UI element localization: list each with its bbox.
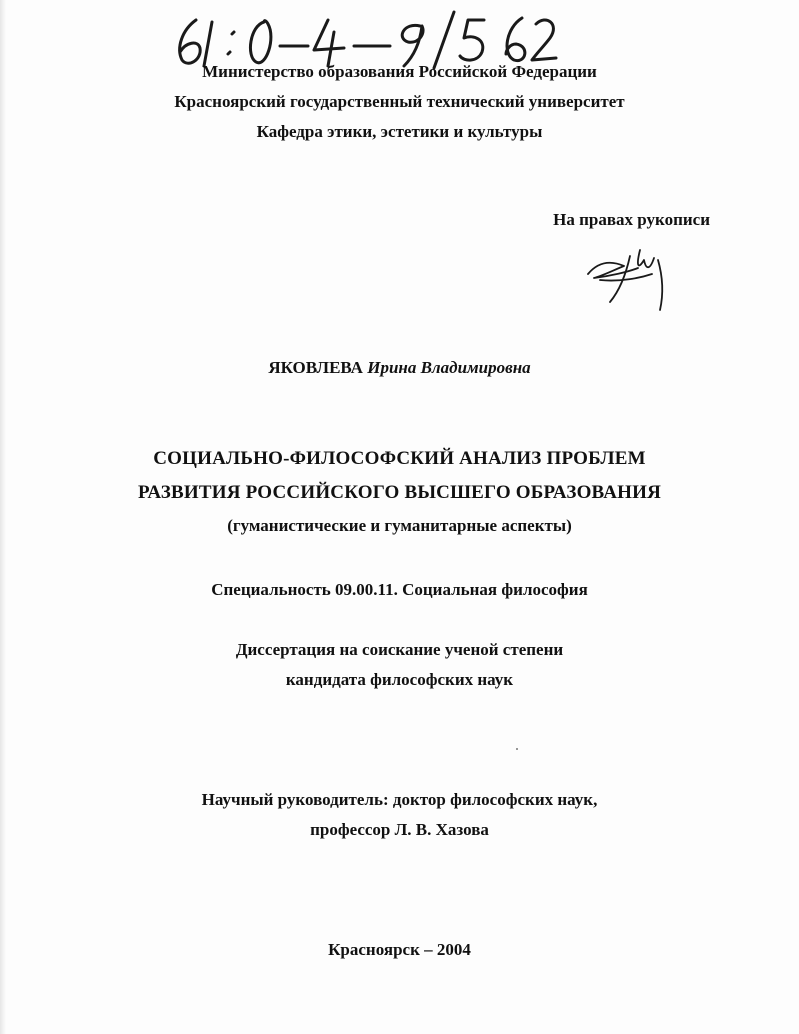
degree-line-1: Диссертация на соискание ученой степени xyxy=(235,640,564,659)
handwritten-archive-code xyxy=(168,8,558,70)
university-line: Красноярский государственный технический университет xyxy=(174,92,625,111)
title-line-1: СОЦИАЛЬНО-ФИЛОСОФСКИЙ АНАЛИЗ ПРОБЛЕМ xyxy=(153,448,646,469)
signature xyxy=(580,240,680,318)
supervisor-line-2: профессор Л. В. Хазова xyxy=(310,820,489,839)
title-line-2: РАЗВИТИЯ РОССИЙСКОГО ВЫСШЕГО ОБРАЗОВАНИЯ xyxy=(137,482,662,503)
place-year: Красноярск – 2004 xyxy=(328,940,471,959)
department-line: Кафедра этики, эстетики и культуры xyxy=(256,122,543,141)
ministry-line: Министерство образования Российской Федерации xyxy=(202,62,597,81)
manuscript-rights: На правах рукописи xyxy=(553,210,710,229)
supervisor-line-1: Научный руководитель: доктор философских наук, xyxy=(201,790,598,809)
scan-speck xyxy=(516,748,518,750)
author-given-names: Ирина Владимировна xyxy=(367,358,531,377)
author-line xyxy=(0,358,799,378)
degree-line-2: кандидата философских наук xyxy=(285,670,514,689)
author-surname: ЯКОВЛЕВА xyxy=(268,358,363,377)
title-subtitle: (гуманистические и гуманитарные аспекты) xyxy=(227,516,572,535)
specialty-line: Специальность 09.00.11. Социальная философия xyxy=(211,580,588,599)
